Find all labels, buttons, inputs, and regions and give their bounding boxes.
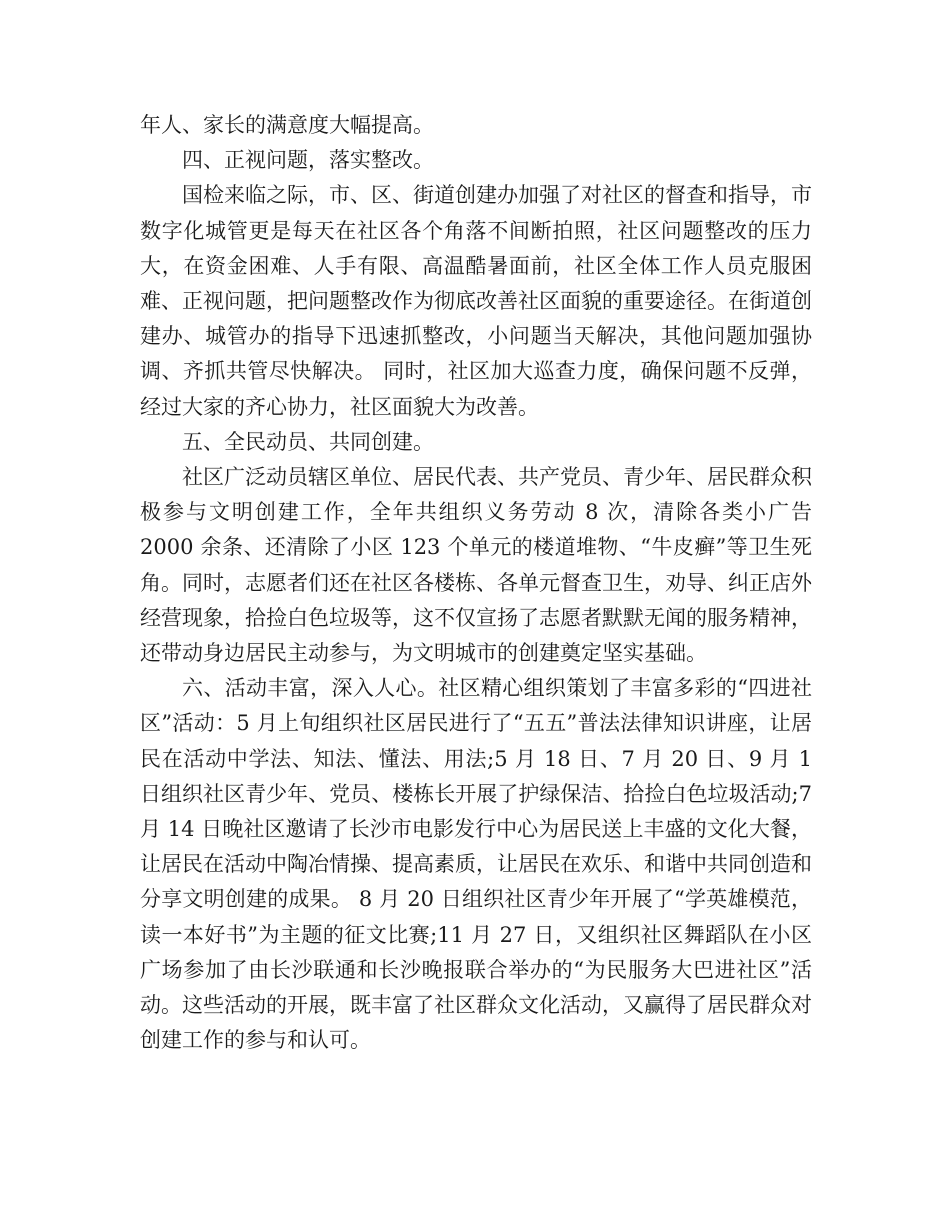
- paragraph-inspection: 国检来临之际，市、区、街道创建办加强了对社区的督查和指导，市数字化城管更是每天在社区各个角落不间断拍照，社区问题整改的压力大，在资金困难、人手有限、高温酷暑面前，社区全体工作人员克服困难、正视问题，把问题整改作为彻底改善社区面貌的重要途径。在街道创建办、城管办的指导下迅速抓整改，小问题当天解决，其他问题加强协调、齐抓共管尽快解决。 同时，社区加大巡查力度，确保问题不反弹，经过大家的齐心协力，社区面貌大为改善。: [140, 183, 812, 419]
- paragraph-mobilization: 社区广泛动员辖区单位、居民代表、共产党员、青少年、居民群众积极参与文明创建工作，全年共组织义务劳动 8 次，清除各类小广告 2000 余条、还清除了小区 123 个单元的楼道堆物、“牛皮癣”等卫生死角。同时，志愿者们还在社区各楼栋、各单元督查卫生，劝导、纠正店外经营现象，拾捡白色垃圾等，这不仅宣扬了志愿者默默无闻的服务精神，还带动身边居民主动参与，为文明城市的创建奠定坚实基础。: [140, 465, 812, 666]
- section-heading-four: 四、正视问题，落实整改。: [182, 148, 434, 173]
- document-page: [140, 108, 812, 1058]
- section-heading-five: 五、全民动员、共同创建。: [182, 429, 434, 454]
- paragraph-activities: 六、活动丰富，深入人心。社区精心组织策划了丰富多彩的“四进社区”活动：5 月上旬组织社区居民进行了“五五”普法法律知识讲座，让居民在活动中学法、知法、懂法、用法;5 月 18 日、7 月 20 日、9 月 1 日组织社区青少年、党员、楼栋长开展了护绿保洁、拾捡白色垃圾活动;7 月 14 日晚社区邀请了长沙市电影发行中心为居民送上丰盛的文化大餐，让居民在活动中陶冶情操、提高素质，让居民在欢乐、和谐中共同创造和分享文明创建的成果。 8 月 20 日组织社区青少年开展了“学英雄模范，读一本好书”为主题的征文比赛;11 月 27 日，又组织社区舞蹈队在小区广场参加了由长沙联通和长沙晚报联合举办的“为民服务大巴进社区”活动。这些活动的开展，既丰富了社区群众文化活动，又赢得了居民群众对创建工作的参与和认可。: [140, 676, 812, 1053]
- paragraph-continuation: 年人、家长的满意度大幅提高。: [140, 113, 434, 137]
